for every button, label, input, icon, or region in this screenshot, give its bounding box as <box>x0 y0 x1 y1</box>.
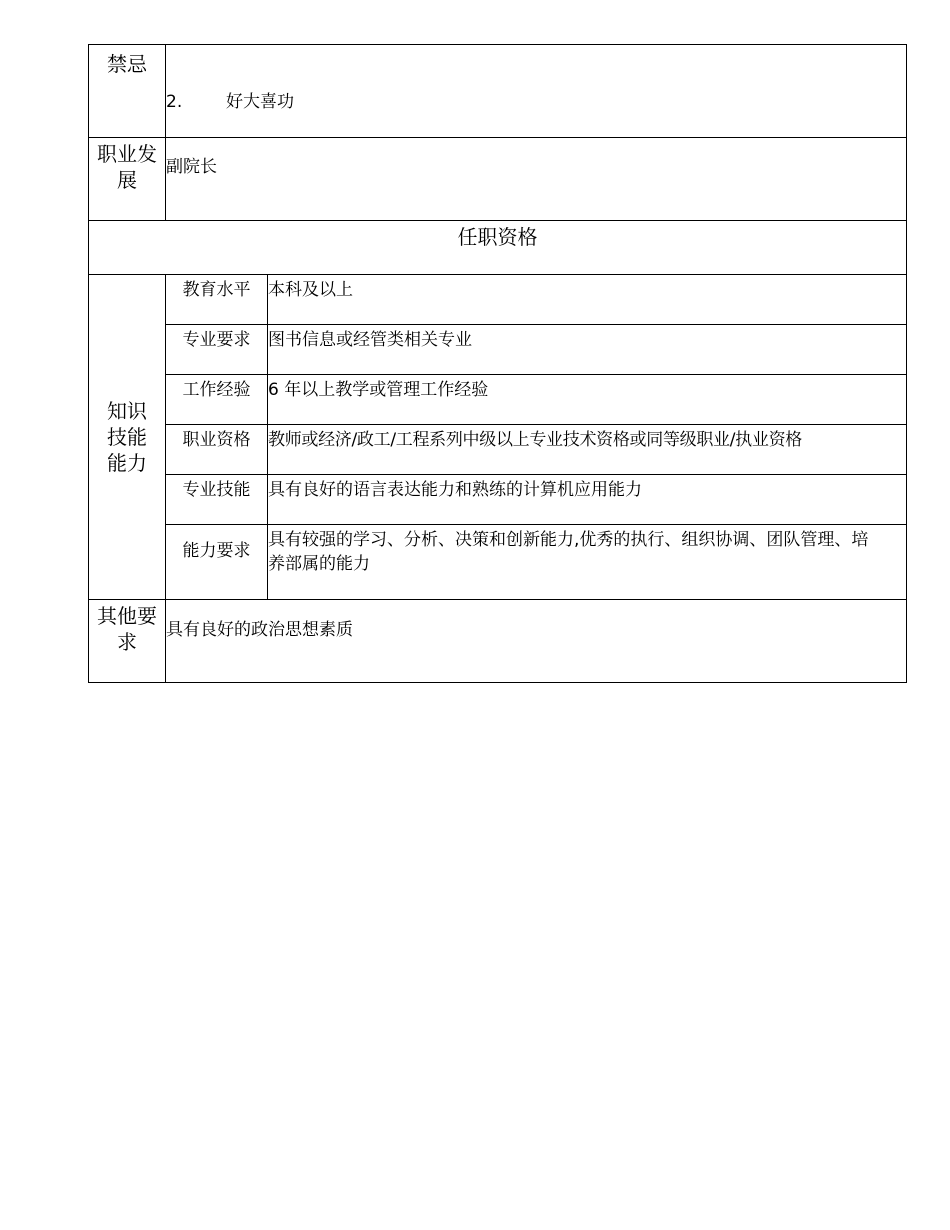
major-label: 专业要求 <box>182 330 251 350</box>
career-label-cell <box>89 138 166 221</box>
taboo-label-cell <box>89 45 166 138</box>
taboo-item-number: 2. <box>166 92 183 112</box>
experience-value: 6 年以上教学或管理工作经验 <box>268 380 489 400</box>
other-value: 具有良好的政治思想素质 <box>166 620 353 640</box>
ability-label: 能力要求 <box>182 541 251 561</box>
other-value-cell <box>166 600 907 683</box>
knowledge-skill-label: 知识技能能力 <box>107 399 147 475</box>
skill-value: 具有良好的语言表达能力和熟练的计算机应用能力 <box>268 480 642 500</box>
taboo-item <box>166 45 906 114</box>
table-row <box>89 275 907 325</box>
education-value: 本科及以上 <box>268 280 353 300</box>
career-row <box>89 138 907 221</box>
other-requirements-row <box>89 600 907 683</box>
major-label-cell <box>166 325 268 375</box>
table-row <box>89 475 907 525</box>
skill-label: 专业技能 <box>182 480 251 500</box>
other-label-cell <box>89 600 166 683</box>
taboo-item-text: 好大喜功 <box>226 92 294 112</box>
major-value-cell <box>268 325 907 375</box>
career-label: 职业发展 <box>97 142 157 192</box>
skill-value-cell <box>268 475 907 525</box>
taboo-label: 禁忌 <box>107 52 147 76</box>
experience-value-cell <box>268 375 907 425</box>
qualification-header-row <box>89 221 907 275</box>
qualification-header: 任职资格 <box>457 225 538 249</box>
table-row <box>89 525 907 600</box>
ability-value: 具有较强的学习、分析、决策和创新能力,优秀的执行、组织协调、团队管理、培养部属的能力 <box>268 530 869 574</box>
knowledge-skill-label-cell <box>89 275 166 600</box>
certification-value-cell <box>268 425 907 475</box>
career-value-cell <box>166 138 907 221</box>
experience-label: 工作经验 <box>182 380 251 400</box>
experience-label-cell <box>166 375 268 425</box>
table-row <box>89 325 907 375</box>
education-label: 教育水平 <box>182 280 251 300</box>
certification-value: 教师或经济/政工/工程系列中级以上专业技术资格或同等级职业/执业资格 <box>268 430 802 450</box>
ability-value-cell <box>268 525 907 600</box>
table-row <box>89 425 907 475</box>
certification-label-cell <box>166 425 268 475</box>
qualification-header-cell <box>89 221 907 275</box>
career-value: 副院长 <box>166 157 217 177</box>
education-label-cell <box>166 275 268 325</box>
ability-label-cell <box>166 525 268 600</box>
certification-label: 职业资格 <box>182 430 251 450</box>
other-label: 其他要求 <box>97 604 157 654</box>
education-value-cell <box>268 275 907 325</box>
skill-label-cell <box>166 475 268 525</box>
table-row <box>89 375 907 425</box>
taboo-value-cell <box>166 45 907 138</box>
major-value: 图书信息或经管类相关专业 <box>268 330 472 350</box>
taboo-row <box>89 45 907 138</box>
job-description-table <box>88 44 907 683</box>
